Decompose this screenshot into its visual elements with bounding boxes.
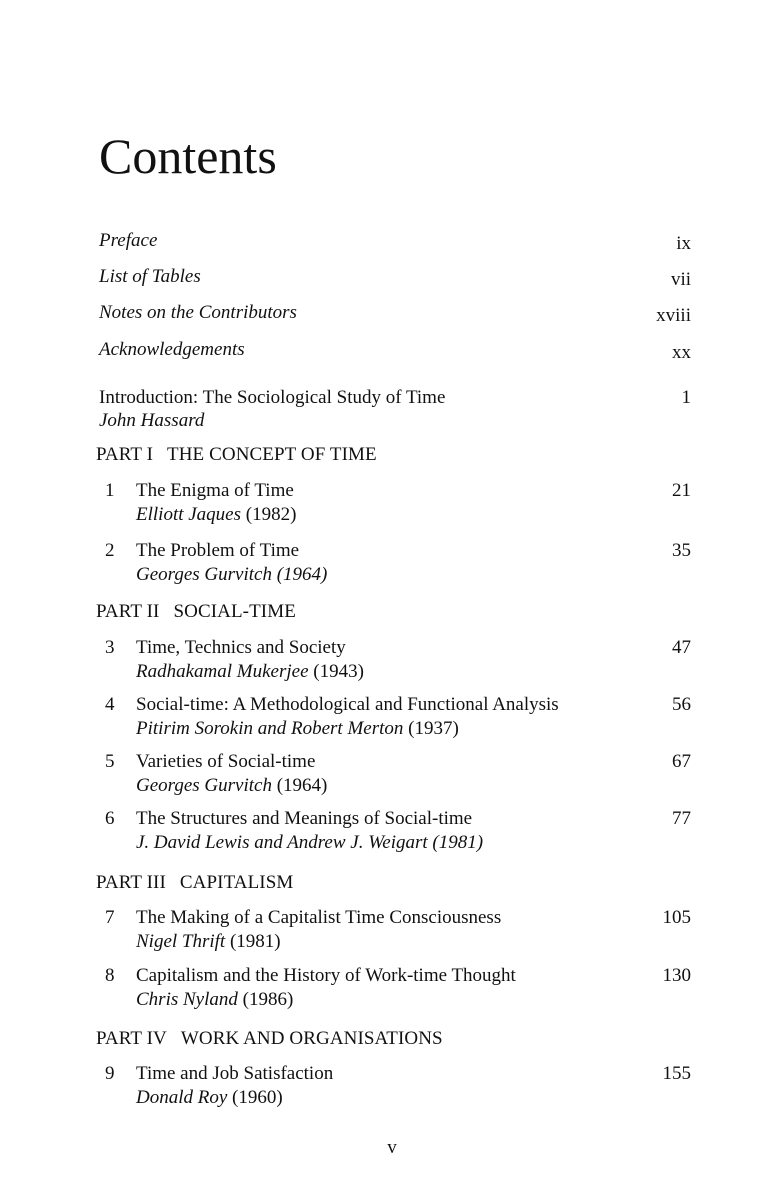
chapter-author: J. David Lewis and Andrew J. Weigart [136,832,428,853]
toc-entry-acknowledgements: Acknowledgements [99,339,245,360]
part-name: CAPITALISM [179,872,294,893]
chapter-page: 155 [662,1063,691,1084]
chapter-byline [136,1087,283,1109]
chapter-year: (1981) [229,931,281,952]
part-name: THE CONCEPT OF TIME [167,444,377,465]
chapter-year: (1964) [276,564,328,585]
chapter-author: Nigel Thrift [136,931,226,952]
chapter-author: Georges Gurvitch [136,564,272,585]
chapter-number: 2 [105,540,115,561]
part-name: SOCIAL-TIME [173,601,296,622]
chapter-year: (1937) [408,718,459,739]
chapter-byline [136,775,327,797]
chapter-year: (1986) [242,989,294,1010]
chapter-year: (1982) [245,504,297,525]
chapter-author: Pitirim Sorokin and Robert Merton [136,718,404,739]
page-number: v [387,1137,397,1158]
chapter-page: 130 [662,965,691,986]
chapter-page: 77 [672,808,691,829]
part-heading-3 [96,872,293,894]
chapter-page: 67 [672,751,691,772]
chapter-year: (1964) [276,775,328,796]
chapter-number: 1 [105,480,115,501]
chapter-year: (1943) [313,661,364,682]
chapter-author: Elliott Jaques [136,504,242,525]
chapter-byline [136,564,327,586]
part-heading-4 [96,1028,443,1050]
toc-page-list-of-tables: vii [670,269,691,290]
chapter-byline [136,989,293,1011]
toc-entry-notes-contributors: Notes on the Contributors [99,302,297,323]
chapter-byline [136,931,281,953]
chapter-page: 35 [672,540,691,561]
chapter-number: 5 [105,751,115,772]
chapter-page: 105 [662,907,691,928]
chapter-number: 9 [105,1063,115,1084]
toc-page-introduction: 1 [681,387,691,408]
page-title: Contents [99,128,277,184]
part-label: PART I [96,444,154,465]
chapter-title: Capitalism and the History of Work-time Thought [136,965,516,986]
chapter-number: 4 [105,694,115,715]
part-heading-2 [96,601,296,623]
chapter-page: 56 [672,694,691,715]
chapter-year: (1960) [232,1087,283,1108]
chapter-number: 6 [105,808,115,829]
part-name: WORK AND ORGANISATIONS [180,1028,443,1049]
toc-page-acknowledgements: xx [672,342,691,363]
part-label: PART III [96,872,166,893]
chapter-year: (1981) [432,832,484,853]
chapter-title: Social-time: A Methodological and Functional Analysis [136,694,559,715]
chapter-byline [136,832,483,854]
chapter-byline [136,661,364,683]
part-label: PART II [96,601,160,622]
toc-entry-preface: Preface [99,230,158,251]
chapter-number: 8 [105,965,115,986]
toc-page-notes-contributors: xviii [656,305,691,326]
toc-entry-list-of-tables: List of Tables [99,266,201,287]
chapter-author: Georges Gurvitch [136,775,272,796]
toc-entry-introduction: Introduction: The Sociological Study of Time [99,387,446,408]
chapter-page: 47 [672,637,691,658]
chapter-author: Radhakamal Mukerjee [136,661,309,682]
part-heading-1 [96,444,377,466]
chapter-title: Time, Technics and Society [136,637,346,658]
chapter-author: Donald Roy [136,1087,228,1108]
chapter-title: Varieties of Social-time [136,751,316,772]
chapter-page: 21 [672,480,691,501]
part-label: PART IV [96,1028,167,1049]
chapter-title: The Enigma of Time [136,480,294,501]
chapter-author: Chris Nyland [136,989,238,1010]
chapter-byline [136,718,459,740]
chapter-title: Time and Job Satisfaction [136,1063,334,1084]
chapter-title: The Making of a Capitalist Time Consciousness [136,907,502,928]
chapter-title: The Structures and Meanings of Social-time [136,808,473,829]
chapter-byline [136,504,296,526]
toc-page-preface: ix [676,233,691,254]
chapter-number: 3 [105,637,115,658]
toc-author-introduction: John Hassard [99,410,205,431]
chapter-title: The Problem of Time [136,540,300,561]
chapter-number: 7 [105,907,115,928]
